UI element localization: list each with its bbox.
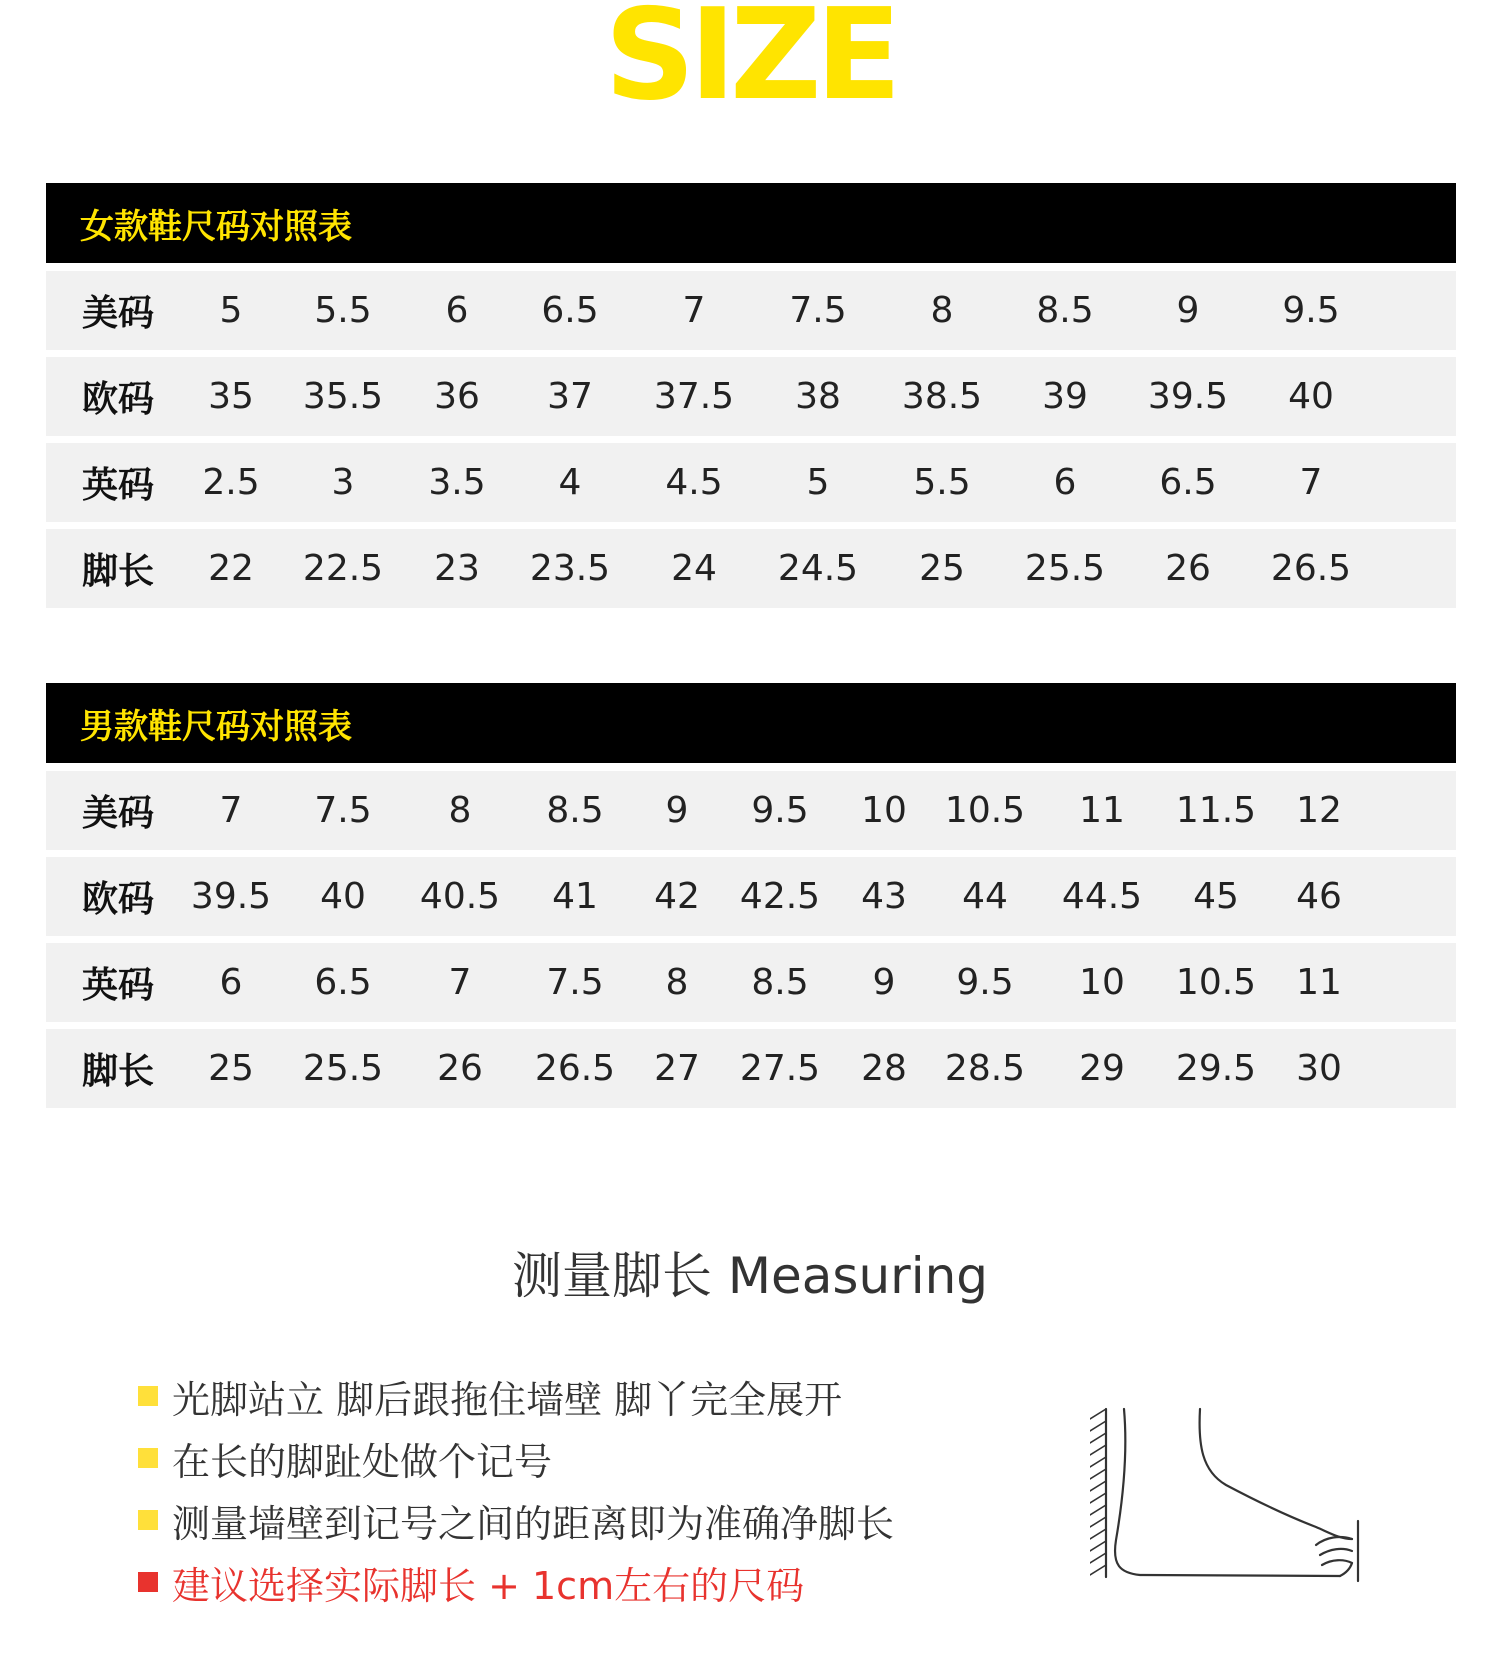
table-cell: 8 — [448, 790, 472, 831]
table-cell: 37.5 — [653, 376, 735, 417]
table-cell: 5 — [219, 290, 243, 331]
measuring-tips — [138, 1365, 894, 1613]
bullet-square-icon — [138, 1510, 158, 1530]
tip-text: 光脚站立 脚后跟拖住墙壁 脚丫完全展开 — [172, 1377, 843, 1422]
table-cell: 4.5 — [665, 462, 723, 503]
table-cell: 5 — [806, 462, 830, 503]
measure-tip — [138, 1489, 894, 1551]
table-cell: 22 — [208, 548, 254, 589]
table-cell: 30 — [1296, 1048, 1342, 1089]
measuring-title: 测量脚长 Measuring — [511, 1247, 989, 1305]
table-cell: 7.5 — [546, 962, 604, 1003]
table-row — [46, 271, 1456, 350]
table-cell: 8 — [665, 962, 689, 1003]
bullet-square-icon — [138, 1386, 158, 1406]
table-cell: 29.5 — [1175, 1048, 1257, 1089]
table-cell: 40 — [1288, 376, 1334, 417]
table-cell: 25 — [208, 1048, 254, 1089]
table-cell: 11.5 — [1175, 790, 1257, 831]
table-cell: 26 — [1165, 548, 1211, 589]
row-label: 美码 — [82, 293, 155, 334]
table-cell: 10.5 — [944, 790, 1026, 831]
table-cell: 24.5 — [777, 548, 859, 589]
table-cell: 27.5 — [739, 1048, 821, 1089]
table-cell: 26.5 — [534, 1048, 616, 1089]
table-cell: 28.5 — [944, 1048, 1026, 1089]
table-cell: 26.5 — [1270, 548, 1352, 589]
table-cell: 6.5 — [314, 962, 372, 1003]
table-cell: 12 — [1296, 790, 1342, 831]
table-cell: 3.5 — [428, 462, 486, 503]
table-cell: 10 — [861, 790, 907, 831]
women-table-rows — [46, 271, 1456, 608]
table-cell: 26 — [437, 1048, 483, 1089]
men-table-title: 男款鞋尺码对照表 — [46, 683, 1456, 763]
table-cell: 39 — [1042, 376, 1088, 417]
table-cell: 38.5 — [901, 376, 983, 417]
table-cell: 23 — [434, 548, 480, 589]
men-size-table — [46, 683, 1456, 1115]
table-cell: 38 — [795, 376, 841, 417]
table-cell: 9 — [872, 962, 896, 1003]
table-cell: 6 — [219, 962, 243, 1003]
table-cell: 6 — [1053, 462, 1077, 503]
table-cell: 7.5 — [314, 790, 372, 831]
table-cell: 29 — [1079, 1048, 1125, 1089]
table-cell: 39.5 — [190, 876, 272, 917]
table-row — [46, 443, 1456, 522]
table-cell: 5.5 — [913, 462, 971, 503]
table-row — [46, 357, 1456, 436]
table-cell: 45 — [1193, 876, 1239, 917]
table-cell: 25 — [919, 548, 965, 589]
table-cell: 3 — [331, 462, 355, 503]
table-cell: 8.5 — [1036, 290, 1094, 331]
women-table-title: 女款鞋尺码对照表 — [46, 183, 1456, 263]
row-label: 英码 — [82, 465, 155, 506]
table-cell: 25.5 — [1024, 548, 1106, 589]
table-cell: 6 — [445, 290, 469, 331]
table-cell: 7 — [682, 290, 706, 331]
table-cell: 4 — [558, 462, 582, 503]
table-cell: 41 — [552, 876, 598, 917]
foot-measure-illustration-icon — [1090, 1405, 1390, 1585]
table-row — [46, 943, 1456, 1022]
measure-tip — [138, 1427, 894, 1489]
bullet-square-icon — [138, 1572, 158, 1592]
table-cell: 28 — [861, 1048, 907, 1089]
table-cell: 46 — [1296, 876, 1342, 917]
table-cell: 8.5 — [546, 790, 604, 831]
table-cell: 36 — [434, 376, 480, 417]
row-label: 美码 — [82, 793, 155, 834]
table-cell: 5.5 — [314, 290, 372, 331]
table-cell: 9.5 — [956, 962, 1014, 1003]
row-label: 脚长 — [82, 551, 155, 592]
table-cell: 37 — [547, 376, 593, 417]
table-cell: 11 — [1079, 790, 1125, 831]
table-cell: 39.5 — [1147, 376, 1229, 417]
table-cell: 23.5 — [529, 548, 611, 589]
recommendation-tip — [138, 1551, 894, 1613]
table-cell: 11 — [1296, 962, 1342, 1003]
table-cell: 44 — [962, 876, 1008, 917]
table-cell: 7.5 — [789, 290, 847, 331]
table-cell: 7 — [448, 962, 472, 1003]
table-cell: 10.5 — [1175, 962, 1257, 1003]
table-cell: 40 — [320, 876, 366, 917]
row-label: 欧码 — [82, 879, 155, 920]
table-cell: 9.5 — [751, 790, 809, 831]
table-cell: 35.5 — [302, 376, 384, 417]
table-cell: 9 — [665, 790, 689, 831]
table-cell: 8 — [930, 290, 954, 331]
table-cell: 42.5 — [739, 876, 821, 917]
table-cell: 9 — [1176, 290, 1200, 331]
table-cell: 2.5 — [202, 462, 260, 503]
bullet-square-icon — [138, 1448, 158, 1468]
row-label: 英码 — [82, 965, 155, 1006]
men-table-rows — [46, 771, 1456, 1108]
table-cell: 24 — [671, 548, 717, 589]
women-size-table — [46, 183, 1456, 615]
table-cell: 27 — [654, 1048, 700, 1089]
tip-text: 建议选择实际脚长 + 1cm左右的尺码 — [172, 1563, 805, 1608]
table-cell: 42 — [654, 876, 700, 917]
table-cell: 7 — [219, 790, 243, 831]
table-cell: 7 — [1299, 462, 1323, 503]
table-cell: 9.5 — [1282, 290, 1340, 331]
table-cell: 10 — [1079, 962, 1125, 1003]
row-label: 脚长 — [82, 1051, 155, 1092]
tip-text: 在长的脚趾处做个记号 — [172, 1439, 553, 1484]
tip-text: 测量墙壁到记号之间的距离即为准确净脚长 — [172, 1501, 895, 1546]
measure-tip — [138, 1365, 894, 1427]
table-row — [46, 857, 1456, 936]
table-row — [46, 529, 1456, 608]
table-row — [46, 1029, 1456, 1108]
table-cell: 43 — [861, 876, 907, 917]
table-cell: 22.5 — [302, 548, 384, 589]
row-label: 欧码 — [82, 379, 155, 420]
table-cell: 40.5 — [419, 876, 501, 917]
table-cell: 25.5 — [302, 1048, 384, 1089]
table-cell: 6.5 — [1159, 462, 1217, 503]
size-logo: SIZE — [604, 0, 896, 128]
table-cell: 35 — [208, 376, 254, 417]
table-cell: 8.5 — [751, 962, 809, 1003]
table-cell: 44.5 — [1061, 876, 1143, 917]
table-row — [46, 771, 1456, 850]
table-cell: 6.5 — [541, 290, 599, 331]
